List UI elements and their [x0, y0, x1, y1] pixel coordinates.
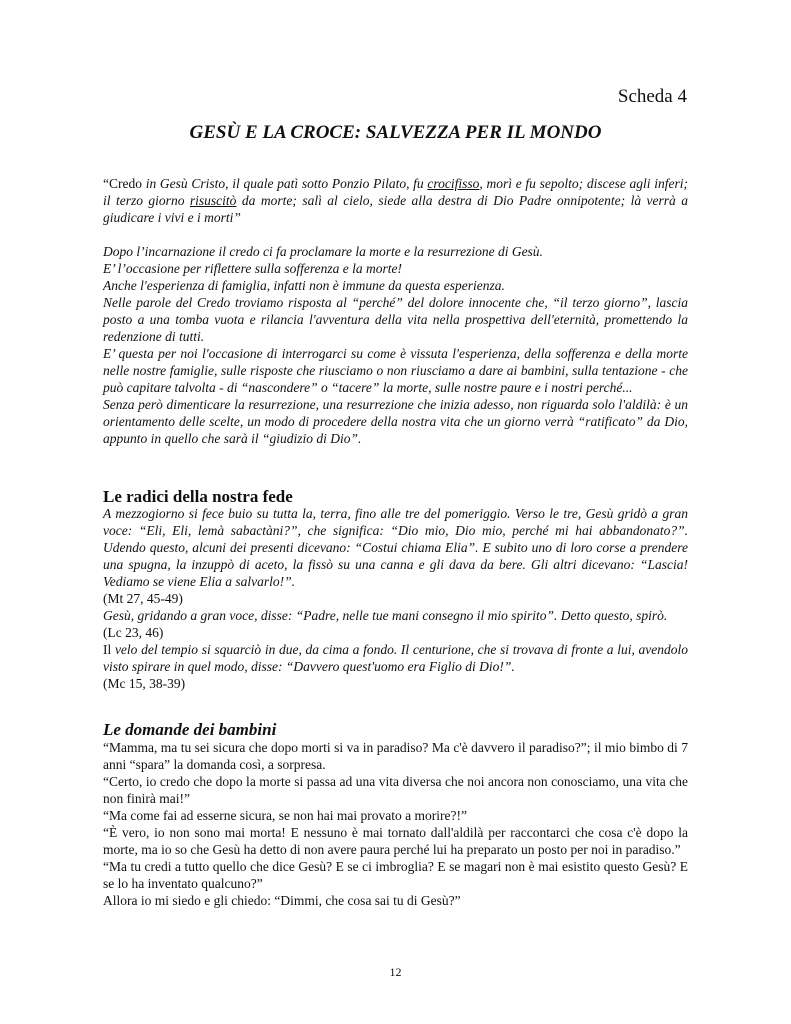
radici-heading: Le radici della nostra fede: [103, 487, 293, 506]
domande-heading: Le domande dei bambini: [103, 720, 277, 739]
intro-line: Nelle parole del Credo troviamo risposta al “perché” del dolore innocente che, “il terzo giorno”, lascia posto a una tomba vuota e rilancia l'avventura della vita nella prospettiva dell'eternità, promettendo la redenzione di tutti.: [103, 295, 688, 344]
intro-paragraphs: [103, 243, 688, 447]
radici-section: [103, 505, 688, 692]
credo-underlined-1: crocifisso: [427, 176, 480, 191]
credo-underlined-2: risuscitò: [189, 193, 237, 208]
intro-line: E’ l’occasione per riflettere sulla sofferenza e la morte!: [103, 261, 402, 276]
credo-quote: [103, 175, 688, 226]
radici-paragraph-3-lead: Il: [103, 642, 115, 657]
dialogue-line: “È vero, io non sono mai morta! E nessuno è mai tornato dall'aldilà per raccontarci che cosa c'è dopo la morte, ma io so che Gesù ha detto di non avere paura perché lui ha preparato un posto per noi in paradiso.”: [103, 825, 688, 857]
credo-text-1: in Gesù Cristo, il quale patì sotto Ponzio Pilato, fu: [141, 176, 428, 191]
credo-text-2: , morì e fu sepolto; discese agli inferi; il terzo giorno: [103, 176, 689, 208]
dialogue-line: “Mamma, ma tu sei sicura che dopo morti si va in paradiso? Ma c'è davvero il paradiso?”; il mio bimbo di 7 anni “spara” la domanda così, a sorpresa.: [103, 740, 688, 772]
dialogue-line: “Ma tu credi a tutto quello che dice Gesù? E se ci imbroglia? E se magari non è mai esistito questo Gesù? E se lo ha inventato qualcuno?”: [103, 859, 688, 891]
radici-paragraph-1: A mezzogiorno si fece buio su tutta la, terra, fino alle tre del pomeriggio. Verso le tre, Gesù gridò a gran voce: “Eli, Eli, lemà sabactàni?”, che significa: “Dio mio, Dio mio, perché mi hai abbandonato?”. Udendo questo, alcuni dei presenti dicevano: “Costui chiama Elia”. E subito uno di loro corse a prendere una spugna, la inzuppò di aceto, la fissò su una canna e gli dava da bere. Gli altri dicevano: “Lascia! Vediamo se viene Elia a salvarlo!”.: [103, 506, 688, 589]
intro-line: Senza però dimenticare la resurrezione, una resurrezione che inizia adesso, non riguarda solo l'aldilà: è un orientamento delle scelte, un modo di procedere della nostra vita che un giorno verrà “ratificato” da Dio, appunto in quello che sarà il “giudizio di Dio”.: [103, 397, 688, 446]
scheda-label: Scheda 4: [617, 86, 687, 107]
credo-open: “Credo: [103, 176, 142, 191]
radici-paragraph-3: velo del tempio si squarciò in due, da cima a fondo. Il centurione, che si trovava di fronte a lui, avendolo visto spirare in quel modo, disse: “Davvero quest'uomo era Figlio di Dio!”.: [103, 642, 688, 674]
dialogue-line: “Ma come fai ad esserne sicura, se non hai mai provato a morire?!”: [103, 808, 467, 823]
radici-paragraph-2: Gesù, gridando a gran voce, disse: “Padre, nelle tue mani consegno il mio spirito”. Detto questo, spirò.: [103, 608, 668, 623]
dialogue-line: Allora io mi siedo e gli chiedo: “Dimmi, che cosa sai tu di Gesù?”: [103, 893, 461, 908]
page-title: GESÙ E LA CROCE: SALVEZZA PER IL MONDO: [189, 122, 602, 143]
intro-line: Anche l'esperienza di famiglia, infatti non è immune da questa esperienza.: [103, 278, 505, 293]
credo-text-3: da morte; salì al cielo, siede alla destra di Dio Padre onnipotente; là verrà a giudicare i vivi e i morti”: [103, 193, 689, 225]
radici-reference-3: (Mc 15, 38-39): [103, 676, 186, 691]
page-number: 12: [389, 965, 402, 979]
dialogue-line: “Certo, io credo che dopo la morte si passa ad una vita diversa che noi ancora non conosciamo, una vita che non finirà mai!”: [103, 774, 688, 806]
intro-line: Dopo l’incarnazione il credo ci fa proclamare la morte e la resurrezione di Gesù.: [103, 244, 543, 259]
intro-line: E’ questa per noi l'occasione di interrogarci su come è vissuta l'esperienza, della sofferenza e della morte nelle nostre famiglie, sulle risposte che riusciamo o non riusciamo a dare ai bambini, sulla tentazione - che può capitare talvolta - di “nascondere” o “tacere” la morte, sulle nostre paure e i nostri perché...: [103, 346, 688, 395]
radici-reference-2: (Lc 23, 46): [103, 625, 164, 640]
domande-section: [103, 739, 688, 909]
radici-reference-1: (Mt 27, 45-49): [103, 591, 183, 606]
